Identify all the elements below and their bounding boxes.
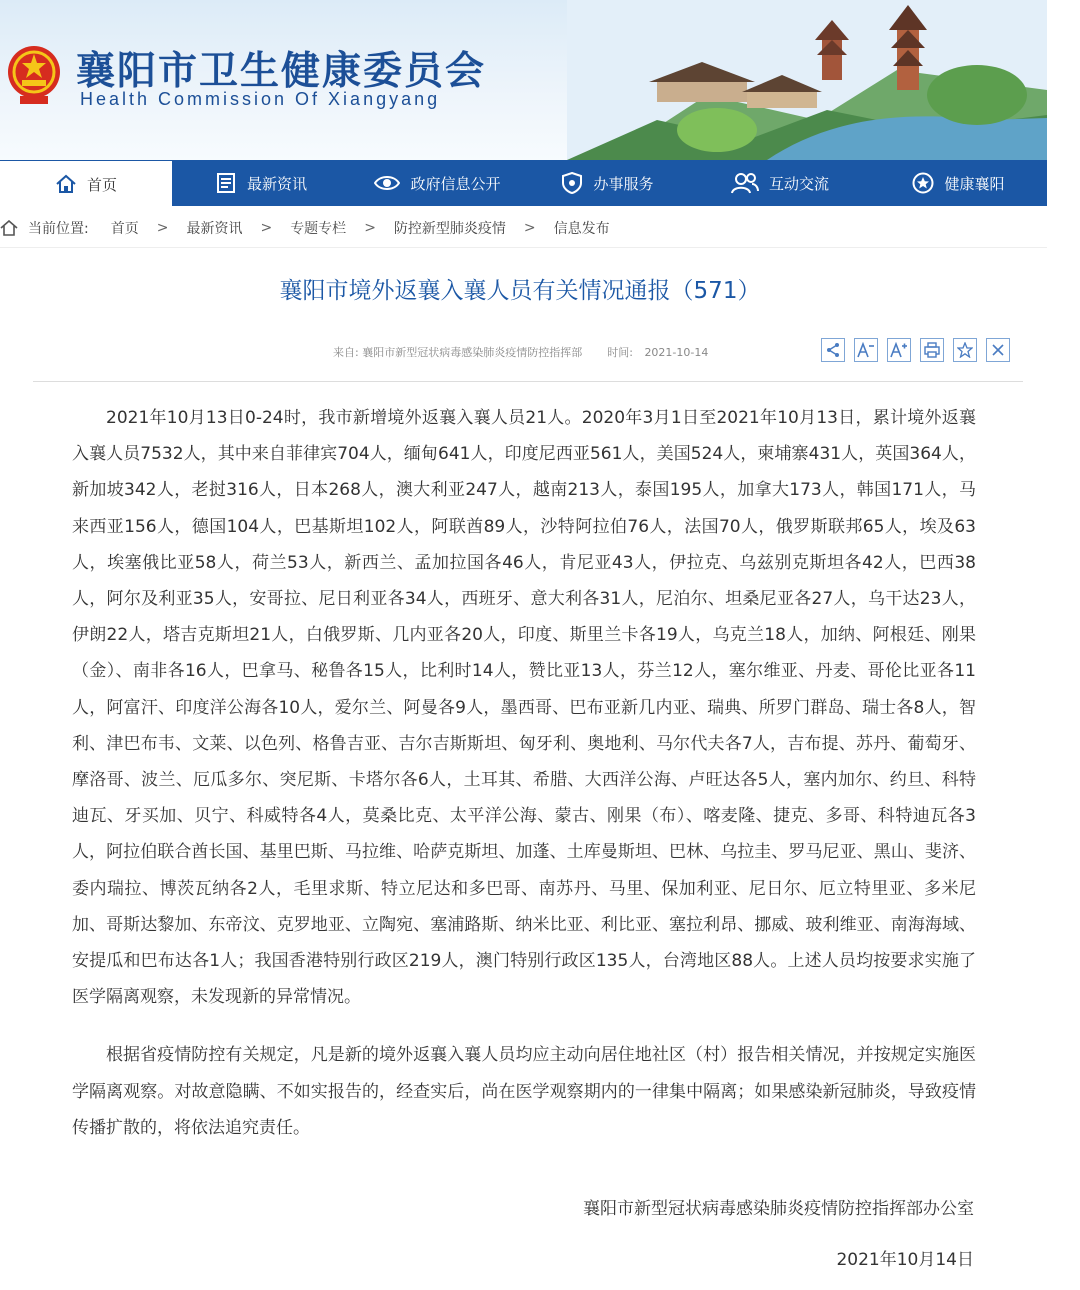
nav-item-services[interactable] [525,160,690,206]
scenery-illustration [567,0,1047,160]
home-icon [55,174,77,194]
star-icon [912,172,934,194]
article-toolbar [821,338,1019,362]
home-icon [0,220,18,236]
people-icon [731,172,759,194]
nav-item-home[interactable] [0,160,172,207]
news-icon [215,173,237,193]
nav-item-label: 首页 [86,175,117,194]
breadcrumb-item-news[interactable]: 最新资讯 [186,221,243,237]
nav-item-label: 互动交流 [768,174,829,193]
eye-icon [374,174,400,192]
share-button[interactable] [821,338,845,362]
share-icon [825,342,841,358]
article-title: 襄阳市境外返襄入襄人员有关情况通报（571） [279,278,761,304]
close-button[interactable] [986,338,1010,362]
header-divider [33,381,1023,382]
article-signature: 襄阳市新型冠状病毒感染肺炎疫情防控指挥部办公室 [583,1199,974,1219]
favorite-button[interactable] [953,338,977,362]
breadcrumb-item-topics[interactable]: 专题专栏 [290,221,347,237]
nav-item-healthy-xiangyang[interactable] [870,160,1047,206]
source-label: 来自: [333,346,359,359]
breadcrumb-item-home[interactable]: 首页 [110,221,139,237]
article-paragraph: 2021年10月13日0-24时，我市新增境外返襄入襄人员21人。2020年3月1日至2021年10月13日，累计境外返襄入襄人员7532人，其中来自菲律宾704人，缅甸641人，印度尼西亚561人，美国524人，柬埔寨431人，英国364人，新加坡342人，老挝316人，日本268人，澳大利亚247人，越南213人，泰国195人，加拿大173人，韩国171人，马来西亚156人，德国104人，巴基斯坦102人，阿联酋89人，沙特阿拉伯76人，法国70人，俄罗斯联邦65人，埃及63人，埃塞俄比亚58人，荷兰53人，新西兰、孟加拉国各46人，肯尼亚43人，伊拉克、乌兹别克斯坦各42人，巴西38人，阿尔及利亚35人，安哥拉、尼日利亚各34人，西班牙、意大利各31人，尼泊尔、坦桑尼亚各27人，乌干达23人，伊朗22人，塔吉克斯坦21人，白俄罗斯、几内亚各20人，印度、斯里兰卡各19人，乌克兰18人，加纳、阿根廷、刚果（金）、南非各16人，巴拿马、秘鲁各15人，比利时14人，赞比亚13人，芬兰12人，塞尔维亚、丹麦、哥伦比亚各11人，阿富汗、印度洋公海各10人，爱尔兰、阿曼各9人，墨西哥、巴布亚新几内亚、瑞典、所罗门群岛、瑞士各8人，智利、津巴布韦、文莱、以色列、格鲁吉亚、吉尔吉斯斯坦、匈牙利、奥地利、马尔代夫各7人，吉布提、苏丹、葡萄牙、摩洛哥、波兰、厄瓜多尔、突尼斯、卡塔尔各6人，土耳其、希腊、大西洋公海、卢旺达各5人，塞内加尔、约旦、科特迪瓦、牙买加、贝宁、科威特各4人，莫桑比克、太平洋公海、蒙古、刚果（布）、喀麦隆、捷克、多哥、科特迪瓦各3人，阿拉伯联合酋长国、基里巴斯、马拉维、哈萨克斯坦、加蓬、土库曼斯坦、巴林、乌拉圭、罗马尼亚、黑山、斐济、委内瑞拉、博茨瓦纳各2人，毛里求斯、特立尼达和多巴哥、南苏丹、马里、保加利亚、尼日尔、厄立特里亚、多米尼加、哥斯达黎加、东帝汶、克罗地亚、立陶宛、塞浦路斯、纳米比亚、利比亚、塞拉利昂、挪威、玻利维亚、南海海域、安提瓜和巴布达各1人；我国香港特别行政区219人，澳门特别行政区135人，台湾地区88人。上述人员均按要求实施了医学隔离观察，未发现新的异常情况。 [72,408,976,1008]
breadcrumb-separator: > [260,220,273,236]
font-increase-button[interactable] [887,338,911,362]
nav-item-gov-info[interactable] [350,160,525,206]
article-meta [333,344,708,360]
nav-item-label: 政府信息公开 [410,174,501,193]
breadcrumb-separator: > [156,220,169,236]
breadcrumb-item-release[interactable]: 信息发布 [553,221,610,237]
breadcrumb-item-epidemic[interactable]: 防控新型肺炎疫情 [393,221,506,237]
breadcrumb-separator: > [364,220,376,236]
time-label: 时间: [607,346,633,359]
nav-item-label: 最新资讯 [246,174,307,193]
site-banner [0,0,1047,160]
nav-item-interaction[interactable] [690,160,870,206]
print-icon [924,342,940,358]
article-body [72,400,976,1146]
article-paragraph: 根据省疫情防控有关规定，凡是新的境外返襄入襄人员均应主动向居住地社区（村）报告相关情况，并按规定实施医学隔离观察。对故意隐瞒、不如实报告的，经查实后，尚在医学观察期内的一律集中隔离；如果感染新冠肺炎，导致疫情传播扩散的，将依法追究责任。 [72,1045,976,1138]
breadcrumb-divider [0,247,1047,248]
site-title: 襄阳市卫生健康委员会 [76,49,487,94]
source-value: 襄阳市新型冠状病毒感染肺炎疫情防控指挥部 [362,346,583,359]
breadcrumb-separator: > [523,220,536,236]
font-increase-icon [890,342,908,358]
nav-item-label: 办事服务 [593,174,654,193]
time-value: 2021-10-14 [644,346,709,359]
article-date: 2021年10月14日 [836,1250,974,1270]
breadcrumb [0,214,610,242]
national-emblem-icon [6,42,62,106]
site-title-english: Health Commission Of Xiangyang [80,89,441,109]
breadcrumb-prefix: 当前位置: [28,221,89,237]
shield-icon [561,172,583,194]
nav-item-label: 健康襄阳 [944,174,1005,193]
nav-item-news[interactable] [172,160,350,206]
font-decrease-icon [857,342,875,358]
font-decrease-button[interactable] [854,338,878,362]
main-nav [0,160,1047,206]
print-button[interactable] [920,338,944,362]
favorite-icon [957,342,973,358]
close-icon [991,343,1005,357]
